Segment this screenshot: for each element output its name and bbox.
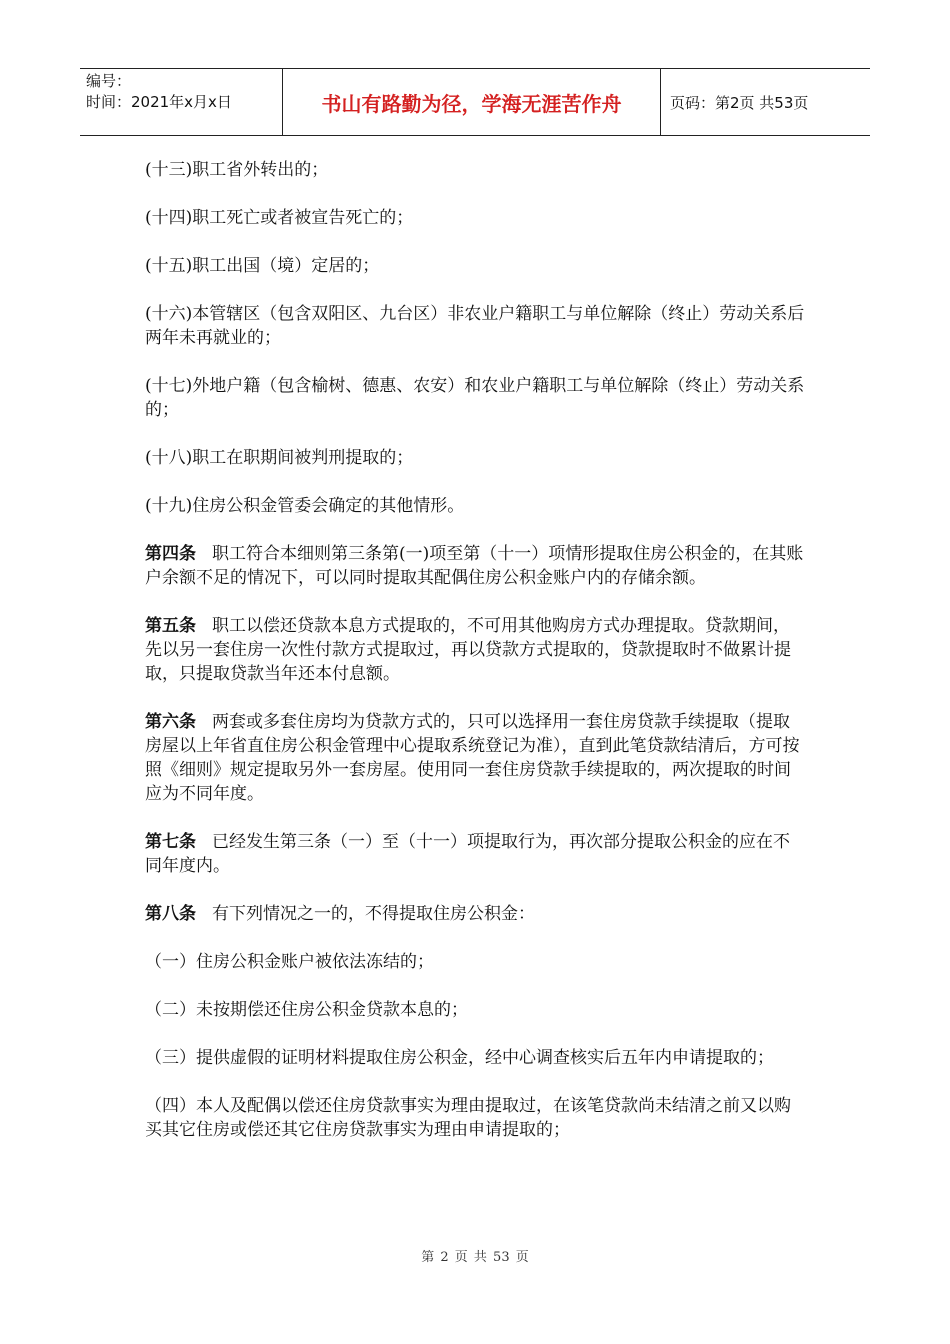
header-motto: 书山有路勤为径，学海无涯苦作舟	[283, 69, 661, 135]
paragraph	[145, 1046, 805, 1070]
paragraph	[145, 374, 805, 422]
article-6	[145, 710, 805, 806]
paragraph-text: (十八)职工在职期间被判刑提取的；	[145, 448, 414, 468]
paragraph	[145, 998, 805, 1022]
page-footer: 第 2 页 共 53 页	[421, 1250, 529, 1265]
paragraph-text: 有下列情况之一的，不得提取住房公积金：	[212, 904, 535, 924]
paragraph-text: 职工符合本细则第三条第(一)项至第（十一）项情形提取住房公积金的，在其账户余额不足的情况下，可以同时提取其配偶住房公积金账户内的存储余额。	[145, 544, 804, 588]
page-header	[80, 68, 870, 136]
article-5	[145, 614, 805, 686]
paragraph	[145, 950, 805, 974]
paragraph	[145, 1094, 805, 1142]
document-body	[145, 158, 805, 1166]
article-lead: 第五条	[145, 616, 196, 636]
paragraph	[145, 494, 805, 518]
article-lead: 第七条	[145, 832, 196, 852]
article-lead: 第八条	[145, 904, 196, 924]
paragraph-text: （二）未按期偿还住房公积金贷款本息的；	[145, 1000, 468, 1020]
header-meta	[80, 69, 283, 135]
paragraph	[145, 446, 805, 470]
paragraph	[145, 302, 805, 350]
paragraph-text: (十六)本管辖区（包含双阳区、九台区）非农业户籍职工与单位解除（终止）劳动关系后两年未再就业的；	[145, 304, 805, 348]
paragraph-text: (十五)职工出国（境）定居的；	[145, 256, 380, 276]
paragraph	[145, 254, 805, 278]
paragraph-text: 职工以偿还贷款本息方式提取的，不可用其他购房方式办理提取。贷款期间，先以另一套住房一次性付款方式提取过，再以贷款方式提取的，贷款提取时不做累计提取，只提取贷款当年还本付息额。	[145, 616, 791, 684]
article-7	[145, 830, 805, 878]
time-label: 时间：2021年x月x日	[86, 93, 232, 111]
article-lead: 第四条	[145, 544, 196, 564]
paragraph	[145, 206, 805, 230]
paragraph-text: 两套或多套住房均为贷款方式的，只可以选择用一套住房贷款手续提取（提取房屋以上年省直住房公积金管理中心提取系统登记为准），直到此笔贷款结清后，方可按照《细则》规定提取另外一套房屋。使用同一套住房贷款手续提取的，两次提取的时间应为不同年度。	[145, 712, 800, 804]
paragraph-text: 已经发生第三条（一）至（十一）项提取行为，再次部分提取公积金的应在不同年度内。	[145, 832, 790, 876]
paragraph-text: （四）本人及配偶以偿还住房贷款事实为理由提取过，在该笔贷款尚未结清之前又以购买其它住房或偿还其它住房贷款事实为理由申请提取的；	[145, 1096, 791, 1140]
article-4	[145, 542, 805, 590]
article-8	[145, 902, 805, 926]
paragraph	[145, 158, 805, 182]
paragraph-text: (十九)住房公积金管委会确定的其他情形。	[145, 496, 465, 516]
paragraph-text: （三）提供虚假的证明材料提取住房公积金，经中心调查核实后五年内申请提取的；	[145, 1048, 774, 1068]
paragraph-text: (十四)职工死亡或者被宣告死亡的；	[145, 208, 414, 228]
paragraph-text: (十七)外地户籍（包含榆树、德惠、农安）和农业户籍职工与单位解除（终止）劳动关系的；	[145, 376, 805, 420]
paragraph-text: (十三)职工省外转出的；	[145, 160, 329, 180]
paragraph-text: （一）住房公积金账户被依法冻结的；	[145, 952, 434, 972]
header-page-label: 页码：第2页 共53页	[670, 93, 809, 112]
article-lead: 第六条	[145, 712, 196, 732]
number-label: 编号：	[86, 72, 132, 90]
